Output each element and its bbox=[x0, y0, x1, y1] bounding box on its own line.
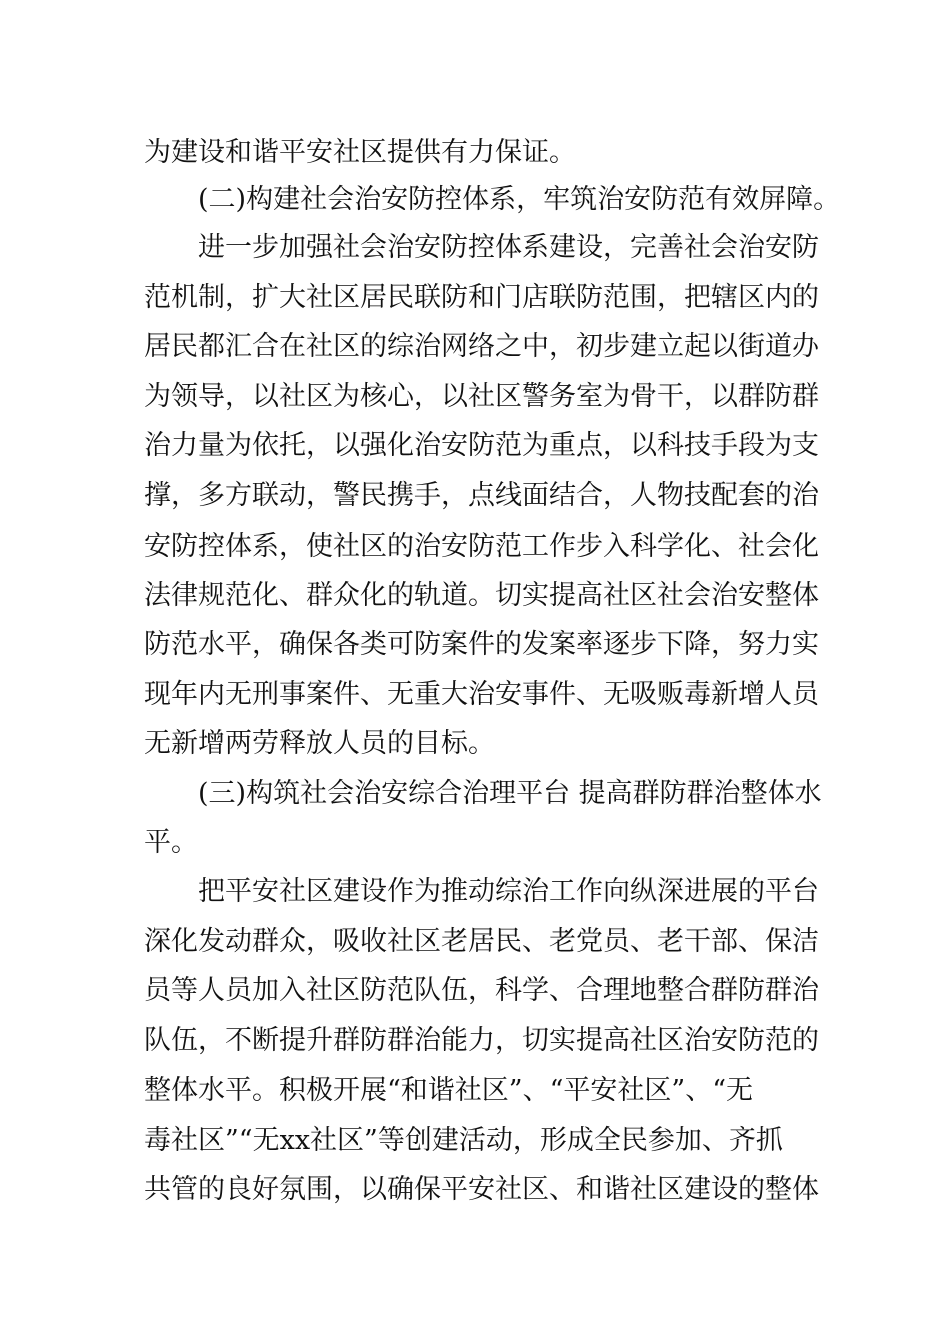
text-line: 撑，多方联动，警民携手，点线面结合，人物技配套的治 bbox=[144, 480, 819, 511]
text-line: 把平安社区建设作为推动综治工作向纵深进展的平台 bbox=[198, 876, 819, 907]
text-line: 为领导，以社区为核心，以社区警务室为骨干，以群防群 bbox=[144, 381, 819, 412]
text-line: 法律规范化、群众化的轨道。切实提高社区社会治安整体 bbox=[144, 580, 819, 611]
section-heading-2: (二)构建社会治安防控体系，牢筑治安防范有效屏障。 bbox=[198, 184, 841, 215]
text-line: 安防控体系，使社区的治安防范工作步入科学化、社会化 bbox=[144, 531, 819, 562]
text-line: 进一步加强社会治安防控体系建设，完善社会治安防 bbox=[198, 232, 819, 263]
text-line: 防范水平，确保各类可防案件的发案率逐步下降，努力实 bbox=[144, 629, 819, 660]
text-line: 居民都汇合在社区的综治网络之中，初步建立起以街道办 bbox=[144, 331, 819, 362]
text-line: 深化发动群众，吸收社区老居民、老党员、老干部、保洁 bbox=[144, 926, 819, 957]
text-line: 为建设和谐平安社区提供有力保证。 bbox=[144, 137, 576, 168]
text-line: 员等人员加入社区防范队伍，科学、合理地整合群防群治 bbox=[144, 975, 819, 1006]
text-line: 整体水平。积极开展“和谐社区”、“平安社区”、“无 bbox=[144, 1075, 754, 1106]
text-line: 治力量为依托，以强化治安防范为重点，以科技手段为支 bbox=[144, 430, 819, 461]
text-line: 平。 bbox=[144, 827, 198, 858]
text-line: 毒社区”“无xx社区”等创建活动，形成全民参加、齐抓 bbox=[144, 1125, 783, 1156]
section-heading-3: (三)构筑社会治安综合治理平台 提高群防群治整体水 bbox=[198, 778, 822, 809]
text-line: 无新增两劳释放人员的目标。 bbox=[144, 728, 495, 759]
text-line: 队伍，不断提升群防群治能力，切实提高社区治安防范的 bbox=[144, 1025, 819, 1056]
text-line: 共管的良好氛围，以确保平安社区、和谐社区建设的整体 bbox=[144, 1174, 819, 1205]
text-line: 现年内无刑事案件、无重大治安事件、无吸贩毒新增人员 bbox=[144, 679, 819, 710]
text-line: 范机制，扩大社区居民联防和门店联防范围，把辖区内的 bbox=[144, 282, 819, 313]
